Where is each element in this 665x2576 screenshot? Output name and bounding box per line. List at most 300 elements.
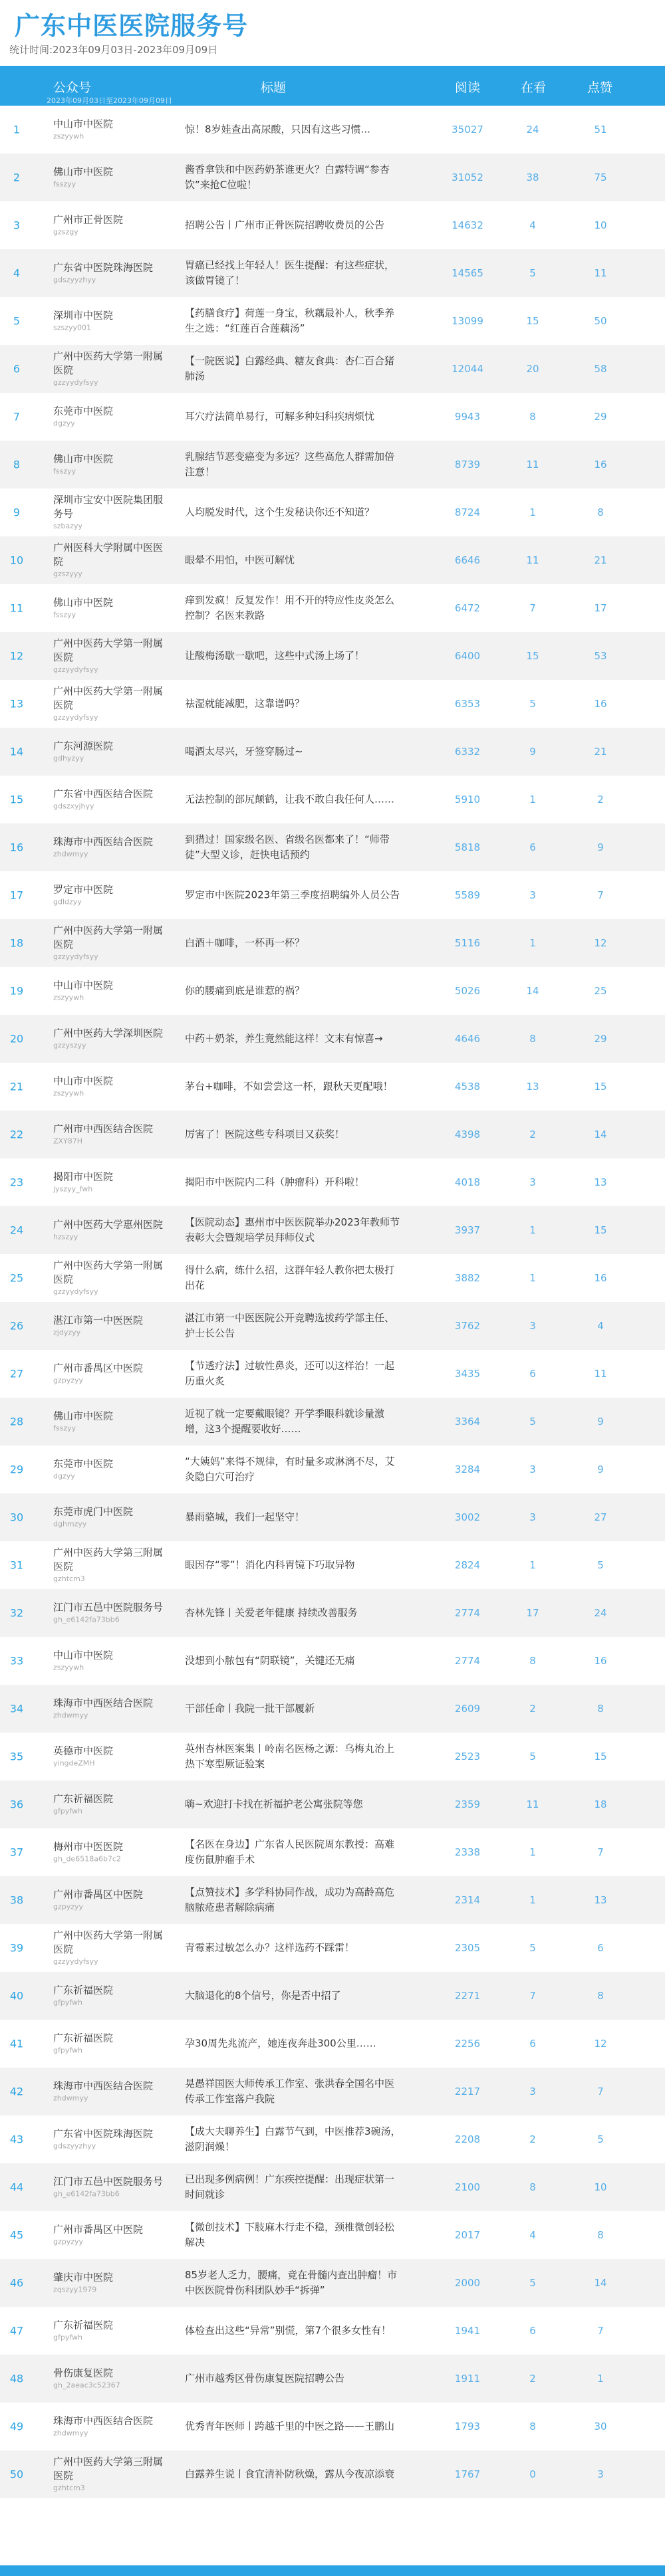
- read-count: 1941: [454, 2325, 481, 2337]
- account-cell[interactable]: [53, 740, 166, 764]
- table-row[interactable]: [0, 2020, 665, 2068]
- account-name[interactable]: 中山市中医院: [53, 979, 114, 992]
- read-count: 4538: [454, 1081, 481, 1093]
- like-count: 29: [594, 1033, 607, 1045]
- row-index: 25: [9, 1271, 24, 1285]
- watching-count: 6: [529, 841, 536, 853]
- account-name[interactable]: 肇庆市中医院: [53, 2271, 114, 2284]
- account-cell[interactable]: [53, 788, 166, 812]
- read-count: 3002: [454, 1511, 481, 1523]
- read-count: 3882: [454, 1272, 481, 1284]
- account-id: gdszxyjhyy: [53, 802, 94, 811]
- table-row[interactable]: [0, 1446, 665, 1493]
- account-name[interactable]: 广州中医药大学第一附属医院: [53, 924, 164, 950]
- article-title[interactable]: 胃癌已经找上年轻人！医生提醒：有这些症状，该做胃镜了！: [185, 259, 395, 286]
- account-name[interactable]: 东莞市中医院: [53, 405, 114, 417]
- article-title[interactable]: 已出现多例病例！广东疾控提醒：出现症状第一时间就诊: [185, 2173, 395, 2200]
- article-title[interactable]: 惊！8岁娃查出高尿酸，只因有这些习惯...: [185, 123, 370, 136]
- account-id: fsszyy: [53, 467, 76, 476]
- read-count: 1911: [454, 2373, 481, 2385]
- watching-count: 3: [529, 1463, 536, 1475]
- table-row[interactable]: [0, 2259, 665, 2307]
- table-row[interactable]: [0, 1111, 665, 1158]
- table-row[interactable]: [0, 2307, 665, 2355]
- article-title[interactable]: 晃愚祥国医大师传承工作室、张洪春全国名中医传承工作室落户我院: [185, 2078, 395, 2105]
- account-name[interactable]: 广州中医药大学惠州医院: [53, 1218, 164, 1231]
- account-name[interactable]: 中山市中医院: [53, 118, 114, 130]
- account-cell[interactable]: [53, 2080, 166, 2104]
- table-row[interactable]: [0, 345, 665, 393]
- row-index: 19: [9, 984, 24, 998]
- table-row[interactable]: [0, 1637, 665, 1685]
- account-name[interactable]: 广东祈福医院: [53, 2319, 114, 2331]
- account-cell[interactable]: [53, 1362, 166, 1386]
- account-cell[interactable]: [53, 1649, 166, 1673]
- article-title[interactable]: 痒到发疯！反复发作！用不开的特应性皮炎怎么控制？名医来教路: [185, 594, 395, 621]
- row-index: 8: [13, 458, 21, 471]
- account-name[interactable]: 广州中医药大学第一附属医院: [53, 1929, 164, 1955]
- account-cell[interactable]: [53, 2032, 166, 2056]
- account-id: szszyy001: [53, 323, 92, 332]
- account-cell[interactable]: [53, 1410, 166, 1434]
- account-cell[interactable]: [53, 2271, 166, 2296]
- read-count: 4398: [454, 1128, 481, 1140]
- account-cell[interactable]: [53, 453, 166, 477]
- article-title[interactable]: 【点赞技术】多学科协同作战，成功为高龄高危脑脓疮患者解除病痛: [185, 1886, 395, 1913]
- article-title[interactable]: 【药膳食疗】荷莲一身宝，秋藕最补人，秋季养生之选：“红莲百合莲藕汤”: [185, 307, 395, 334]
- read-count: 6646: [454, 554, 481, 566]
- account-name[interactable]: 广州中医药大学深圳医院: [53, 1027, 164, 1039]
- row-index: 11: [9, 601, 24, 615]
- table-row[interactable]: [0, 1493, 665, 1541]
- account-cell[interactable]: [53, 596, 166, 621]
- watching-count: 5: [529, 1416, 536, 1428]
- account-id: zszyywh: [53, 993, 84, 1002]
- article-title[interactable]: 无法控制的部尻颠鹤，让我不敢自我任何人……: [185, 793, 395, 805]
- account-name[interactable]: 珠海市中西医结合医院: [53, 835, 154, 848]
- row-index: 33: [9, 1654, 24, 1667]
- account-name[interactable]: 广州中医药大学第三附属医院: [53, 1547, 164, 1572]
- article-title[interactable]: 干部任命丨我院一批干部履新: [185, 1702, 315, 1715]
- read-count: 31052: [452, 171, 483, 183]
- read-count: 6353: [454, 698, 481, 710]
- table-row[interactable]: [0, 728, 665, 776]
- account-name[interactable]: 广州中医药大学第一附属医院: [53, 685, 164, 711]
- like-count: 7: [597, 889, 604, 901]
- account-name[interactable]: 中山市中医院: [53, 1075, 114, 1087]
- table-row[interactable]: [0, 1063, 665, 1111]
- account-id: fsszyy: [53, 610, 76, 619]
- account-id: gzzyydyfsyy: [53, 1957, 98, 1966]
- table-row[interactable]: [0, 1924, 665, 1972]
- table-row[interactable]: [0, 2068, 665, 2115]
- account-cell[interactable]: [53, 405, 166, 429]
- table-row[interactable]: [0, 154, 665, 201]
- header-account: 公众号: [53, 80, 92, 95]
- account-name[interactable]: 广东河源医院: [53, 740, 114, 752]
- article-title[interactable]: 让酸梅汤歇一歇吧，这些中式汤上场了！: [185, 649, 365, 662]
- read-count: 35027: [452, 124, 483, 136]
- watching-count: 1: [529, 1272, 536, 1284]
- header-reads: 阅读: [455, 80, 481, 95]
- article-title[interactable]: 优秀青年医师丨跨越千里的中医之路——王鹏山: [185, 2420, 395, 2432]
- account-cell[interactable]: [53, 1984, 166, 2008]
- article-title[interactable]: 【一院医说】白露经典、糖友食典：杏仁百合猪肺汤: [185, 355, 395, 382]
- watching-count: 7: [529, 1990, 536, 2002]
- account-name[interactable]: 江门市五邑中医院服务号: [53, 1601, 164, 1614]
- table-row[interactable]: [0, 2450, 665, 2498]
- row-index: 32: [9, 1606, 24, 1620]
- account-cell[interactable]: [53, 1601, 166, 1626]
- account-name[interactable]: 佛山市中医院: [53, 453, 114, 465]
- account-cell[interactable]: [53, 1170, 166, 1195]
- article-title[interactable]: 没想到小脓包有“阴联镜”，关键还无痛: [185, 1654, 355, 1667]
- article-title[interactable]: 人均脱发时代，这个生发秘诀你还不知道？: [185, 506, 375, 518]
- account-name[interactable]: 佛山市中医院: [53, 165, 114, 178]
- table-row[interactable]: [0, 1876, 665, 1924]
- table-row[interactable]: [0, 2403, 665, 2450]
- account-name[interactable]: 广州市番禺区中医院: [53, 2223, 144, 2236]
- account-cell[interactable]: [53, 2127, 166, 2152]
- account-name[interactable]: 广东省中西医结合医院: [53, 788, 154, 800]
- like-count: 29: [594, 411, 607, 423]
- row-index: 49: [9, 2420, 24, 2433]
- article-title[interactable]: 得什么病，练什么招，这群年轻人教你把太极打出花: [185, 1264, 395, 1291]
- read-count: 3762: [454, 1320, 481, 1332]
- article-title[interactable]: 罗定市中医院2023年第三季度招聘编外人员公告: [185, 889, 400, 901]
- article-title[interactable]: 体检查出这些“异常”别慌，第7个很多女性有！: [185, 2324, 392, 2337]
- account-cell[interactable]: [53, 541, 166, 580]
- article-title[interactable]: 【微创技术】下肢麻木行走不稳，颈椎微创轻松解决: [185, 2221, 395, 2248]
- account-name[interactable]: 深圳市中医院: [53, 309, 114, 322]
- table-row[interactable]: [0, 297, 665, 345]
- watching-count: 15: [526, 315, 539, 327]
- account-name[interactable]: 广州医科大学附属中医医院: [53, 542, 164, 568]
- table-row[interactable]: [0, 1685, 665, 1733]
- account-name[interactable]: 东莞市中医院: [53, 1457, 114, 1470]
- account-cell[interactable]: [53, 1123, 166, 1147]
- article-title[interactable]: 招聘公告丨广州市正骨医院招聘收费员的公告: [185, 219, 385, 231]
- table-header: [0, 66, 665, 106]
- table-row[interactable]: [0, 2163, 665, 2211]
- account-name[interactable]: 广州市中西医结合医院: [53, 1123, 154, 1135]
- watching-count: 14: [526, 985, 539, 997]
- watching-count: 13: [526, 1081, 539, 1093]
- table-row[interactable]: [0, 1398, 665, 1446]
- account-id: gzzyydyfsyy: [53, 1287, 98, 1296]
- article-title[interactable]: 杏林先锋丨关爱老年健康 持续改善服务: [185, 1606, 358, 1619]
- table-row[interactable]: [0, 201, 665, 249]
- read-count: 2523: [454, 1751, 481, 1763]
- row-index: 15: [9, 793, 24, 806]
- account-name[interactable]: 广州市番禺区中医院: [53, 1362, 144, 1374]
- article-title[interactable]: 白露养生说丨食宜清补防秋燥，露从今夜凉添衰: [185, 2468, 395, 2480]
- like-count: 16: [594, 459, 607, 471]
- account-name[interactable]: 珠海市中西医结合医院: [53, 2080, 154, 2092]
- account-name[interactable]: 广东祈福医院: [53, 1984, 114, 1996]
- like-count: 53: [594, 650, 607, 662]
- account-name[interactable]: 湛江市第一中医医院: [53, 1314, 144, 1327]
- account-cell[interactable]: [53, 118, 166, 142]
- article-title[interactable]: 大脑退化的8个信号，你是否中招了: [185, 1989, 341, 2002]
- article-title[interactable]: 耳穴疗法简单易行，可解多种妇科疾病烦忧: [185, 410, 375, 423]
- row-index: 46: [9, 2276, 24, 2290]
- row-index: 10: [9, 554, 24, 567]
- account-cell[interactable]: [53, 924, 166, 962]
- account-cell[interactable]: [53, 493, 166, 532]
- account-name[interactable]: 珠海市中西医结合医院: [53, 2415, 154, 2427]
- account-cell[interactable]: [53, 1027, 166, 1051]
- row-index: 2: [13, 171, 21, 184]
- row-index: 1: [13, 123, 21, 136]
- article-title[interactable]: 祛湿就能减肥，这靠谱吗？: [185, 697, 305, 710]
- account-name[interactable]: 佛山市中医院: [53, 1410, 114, 1422]
- account-id: zhdwmyy: [53, 2428, 88, 2438]
- row-index: 50: [9, 2468, 24, 2481]
- row-index: 35: [9, 1750, 24, 1763]
- account-id: zjdyzyy: [53, 1328, 81, 1337]
- like-count: 16: [594, 1655, 607, 1667]
- like-count: 10: [594, 219, 607, 231]
- account-name[interactable]: 骨伤康复医院: [53, 2367, 114, 2379]
- table-row[interactable]: [0, 1206, 665, 1254]
- account-name[interactable]: 江门市五邑中医院服务号: [53, 2175, 164, 2188]
- account-id: zhdwmyy: [53, 849, 88, 859]
- account-cell[interactable]: [53, 1792, 166, 1817]
- article-title[interactable]: 酱香拿铁和中医药奶茶谁更火？白露特调“参杏饮”来抢C位啦！: [185, 163, 390, 191]
- account-name[interactable]: 东莞市虎门中医院: [53, 1505, 134, 1518]
- watching-count: 15: [526, 650, 539, 662]
- read-count: 5116: [454, 937, 481, 949]
- watching-count: 5: [529, 2277, 536, 2289]
- table-row[interactable]: [0, 106, 665, 154]
- account-name[interactable]: 广州中医药大学第一附属医院: [53, 637, 164, 663]
- account-cell[interactable]: [53, 165, 166, 190]
- table-row[interactable]: [0, 1350, 665, 1398]
- account-cell[interactable]: [53, 2415, 166, 2439]
- read-count: 14632: [452, 219, 483, 231]
- article-title[interactable]: 【节透疗法】过敏性鼻炎，还可以这样治！一起历重火炙: [185, 1360, 395, 1387]
- table-row[interactable]: [0, 249, 665, 297]
- account-cell[interactable]: [53, 1929, 166, 1967]
- article-title[interactable]: 乳腺结节恶变癌变为多远？这些高危人群需加倍注意！: [185, 451, 395, 478]
- account-cell[interactable]: [53, 1457, 166, 1482]
- row-index: 17: [9, 889, 24, 902]
- article-title[interactable]: 嗨~欢迎打卡找在祈福护老公寓张院等您: [185, 1798, 363, 1810]
- article-title[interactable]: 中药＋奶茶，养生竟然能这样！文末有惊喜→: [185, 1032, 383, 1045]
- account-cell[interactable]: [53, 685, 166, 723]
- account-id: jyszyy_fwh: [53, 1184, 93, 1194]
- account-name[interactable]: 广东省中医院珠海医院: [53, 2127, 154, 2140]
- watching-count: 24: [526, 124, 539, 136]
- row-index: 26: [9, 1319, 24, 1333]
- table-row[interactable]: [0, 823, 665, 871]
- read-count: 2100: [454, 2181, 481, 2193]
- account-id: zhdwmyy: [53, 2093, 88, 2103]
- account-cell[interactable]: [53, 2223, 166, 2248]
- like-count: 9: [597, 1463, 604, 1475]
- account-name[interactable]: 广东祈福医院: [53, 1792, 114, 1805]
- account-name[interactable]: 广东祈福医院: [53, 2032, 114, 2044]
- table-row[interactable]: [0, 680, 665, 728]
- article-title[interactable]: 到猎过！国家级名医、省级名医都来了！“师带徒”大型义诊，赶快电话预约: [185, 833, 390, 861]
- read-count: 3364: [454, 1416, 481, 1428]
- watching-count: 4: [529, 219, 536, 231]
- table-row[interactable]: [0, 584, 665, 632]
- article-title[interactable]: 【医院动态】惠州市中医医院举办2023年教师节表彰大会暨规培学员拜师仪式: [185, 1216, 400, 1243]
- account-name[interactable]: 罗定市中医院: [53, 883, 114, 896]
- article-title[interactable]: 湛江市第一中医医院公开竞聘选拔药学部主任、护士长公告: [185, 1312, 395, 1339]
- read-count: 6400: [454, 650, 481, 662]
- read-count: 2017: [454, 2229, 481, 2241]
- account-cell[interactable]: [53, 979, 166, 1004]
- article-title[interactable]: 【名医在身边】广东省人民医院周东教授：高难度伤鼠肿瘤手术: [185, 1838, 395, 1866]
- account-cell[interactable]: [53, 213, 166, 238]
- table-row[interactable]: [0, 536, 665, 584]
- table-row[interactable]: [0, 1254, 665, 1302]
- watching-count: 8: [529, 1033, 536, 1045]
- table-row[interactable]: [0, 441, 665, 488]
- table-row[interactable]: [0, 488, 665, 536]
- article-title[interactable]: 你的腰痛到底是谁惹的祸？: [185, 984, 305, 997]
- watching-count: 5: [529, 1751, 536, 1763]
- watching-count: 5: [529, 1942, 536, 1954]
- table-row[interactable]: [0, 2355, 665, 2403]
- read-count: 2774: [454, 1607, 481, 1619]
- article-title[interactable]: 孕30周先兆流产，她连夜奔赴300公里……: [185, 2037, 376, 2050]
- table-row[interactable]: [0, 967, 665, 1015]
- account-cell[interactable]: [53, 835, 166, 860]
- like-count: 75: [594, 171, 607, 183]
- article-title[interactable]: 揭阳市中医院内二科（肿瘤科）开科啦！: [185, 1176, 365, 1188]
- row-index: 37: [9, 1846, 24, 1859]
- article-title[interactable]: 眼晕不用怕，中医可解忧: [185, 554, 295, 566]
- table-row[interactable]: [0, 1589, 665, 1637]
- account-cell[interactable]: [53, 1840, 166, 1865]
- row-index: 45: [9, 2228, 24, 2242]
- table-row[interactable]: [0, 1158, 665, 1206]
- like-count: 7: [597, 2325, 604, 2337]
- article-title[interactable]: 青霉素过敏怎么办？这样选药不踩雷！: [185, 1941, 355, 1954]
- account-name[interactable]: 广东省中医院珠海医院: [53, 261, 154, 274]
- account-cell[interactable]: [53, 1505, 166, 1530]
- article-title[interactable]: “大姨妈”来得不规律，有时量多或淋漓不尽，艾灸隐白穴可治疗: [185, 1455, 395, 1483]
- account-cell[interactable]: [53, 883, 166, 908]
- account-id: gdhyzyy: [53, 754, 84, 763]
- account-cell[interactable]: [53, 1314, 166, 1339]
- account-name[interactable]: 广州市正骨医院: [53, 213, 124, 226]
- account-cell[interactable]: [53, 261, 166, 286]
- account-name[interactable]: 广州市番禺区中医院: [53, 1888, 144, 1901]
- account-name[interactable]: 英德市中医院: [53, 1745, 114, 1757]
- table-row[interactable]: [0, 1828, 665, 1876]
- account-cell[interactable]: [53, 2367, 166, 2391]
- article-title[interactable]: 广州市越秀区骨伤康复医院招聘公告: [185, 2372, 345, 2385]
- like-count: 25: [594, 985, 607, 997]
- row-index: 14: [9, 745, 24, 758]
- account-name[interactable]: 中山市中医院: [53, 1649, 114, 1662]
- account-name[interactable]: 揭阳市中医院: [53, 1170, 114, 1183]
- like-count: 30: [594, 2420, 607, 2432]
- account-cell[interactable]: [53, 1075, 166, 1099]
- article-title[interactable]: 厉害了！医院这些专科项目又获奖！: [185, 1128, 345, 1140]
- article-title[interactable]: 喝酒太尽兴，牙签穿肠过~: [185, 745, 303, 758]
- account-name[interactable]: 广州中医药大学第一附属医院: [53, 1259, 164, 1285]
- account-cell[interactable]: [53, 2455, 166, 2494]
- row-index: 40: [9, 1989, 24, 2002]
- account-cell[interactable]: [53, 1259, 166, 1297]
- account-name[interactable]: 珠海市中西医结合医院: [53, 1697, 154, 1709]
- account-name[interactable]: 佛山市中医院: [53, 596, 114, 609]
- table-row[interactable]: [0, 1541, 665, 1589]
- article-title[interactable]: 近视了就一定要戴眼镜？开学季眼科就诊量激增，这3个提醒要收好……: [185, 1408, 385, 1435]
- watching-count: 11: [526, 459, 539, 471]
- table-row[interactable]: [0, 393, 665, 441]
- account-cell[interactable]: [53, 1745, 166, 1769]
- account-cell[interactable]: [53, 309, 166, 334]
- account-name[interactable]: 深圳市宝安中医院集团服务号: [53, 494, 164, 520]
- article-title[interactable]: 英州杏林医案集丨岭南名医杨之源：乌梅丸治上热下寒型厥证验案: [185, 1743, 395, 1770]
- table-row[interactable]: [0, 871, 665, 919]
- table-row[interactable]: [0, 1972, 665, 2020]
- account-cell[interactable]: [53, 2175, 166, 2200]
- account-cell[interactable]: [53, 1697, 166, 1721]
- account-cell[interactable]: [53, 1546, 166, 1584]
- account-cell[interactable]: [53, 1888, 166, 1913]
- table-row[interactable]: [0, 776, 665, 823]
- account-id: gzzyydyfsyy: [53, 378, 98, 387]
- watching-count: 7: [529, 602, 536, 614]
- article-title[interactable]: 暴雨骆城，我们一起坚守！: [185, 1511, 305, 1523]
- account-cell[interactable]: [53, 350, 166, 388]
- read-count: 2208: [454, 2133, 481, 2145]
- article-title[interactable]: 【成大夫聊养生】白露节气到，中医推荐3碗汤，滋阴润燥！: [185, 2125, 401, 2153]
- account-cell[interactable]: [53, 2319, 166, 2343]
- account-name[interactable]: 梅州市中医医院: [53, 1840, 124, 1853]
- article-title[interactable]: 白酒＋咖啡，一杯再一杯？: [185, 936, 305, 949]
- like-count: 14: [594, 2277, 607, 2289]
- article-title[interactable]: 茅台+咖啡，不如尝尝这一杯，跟秋天更配哦！: [185, 1080, 393, 1093]
- table-row[interactable]: [0, 919, 665, 967]
- table-row[interactable]: [0, 2115, 665, 2163]
- like-count: 15: [594, 1081, 607, 1093]
- account-cell[interactable]: [53, 1218, 166, 1243]
- row-index: 42: [9, 2085, 24, 2098]
- table-row[interactable]: [0, 632, 665, 680]
- read-count: 3937: [454, 1224, 481, 1236]
- table-row[interactable]: [0, 1733, 665, 1780]
- row-index: 21: [9, 1080, 24, 1093]
- account-id: gzpyzyy: [53, 1376, 84, 1385]
- table-row[interactable]: [0, 1780, 665, 1828]
- table-row[interactable]: [0, 1015, 665, 1063]
- account-cell[interactable]: [53, 637, 166, 675]
- table-row[interactable]: [0, 2211, 665, 2259]
- account-name[interactable]: 广州中医药大学第一附属医院: [53, 350, 164, 376]
- table-row[interactable]: [0, 1302, 665, 1350]
- account-name[interactable]: 广州中医药大学第三附属医院: [53, 2456, 164, 2482]
- article-title[interactable]: 85岁老人乏力，腰痛，竟在骨髓内查出肿瘤！市中医医院骨伤科团队妙手“拆弹”: [185, 2269, 398, 2296]
- account-id: gdldzyy: [53, 897, 82, 907]
- article-title[interactable]: 眼因存“零”！消化内科胃镜下巧取异物: [185, 1558, 355, 1571]
- like-count: 14: [594, 1128, 607, 1140]
- like-count: 50: [594, 315, 607, 327]
- account-id: gzzyszyy: [53, 1041, 86, 1050]
- like-count: 51: [594, 124, 607, 136]
- watching-count: 6: [529, 1368, 536, 1380]
- row-index: 23: [9, 1176, 24, 1189]
- like-count: 4: [597, 1320, 604, 1332]
